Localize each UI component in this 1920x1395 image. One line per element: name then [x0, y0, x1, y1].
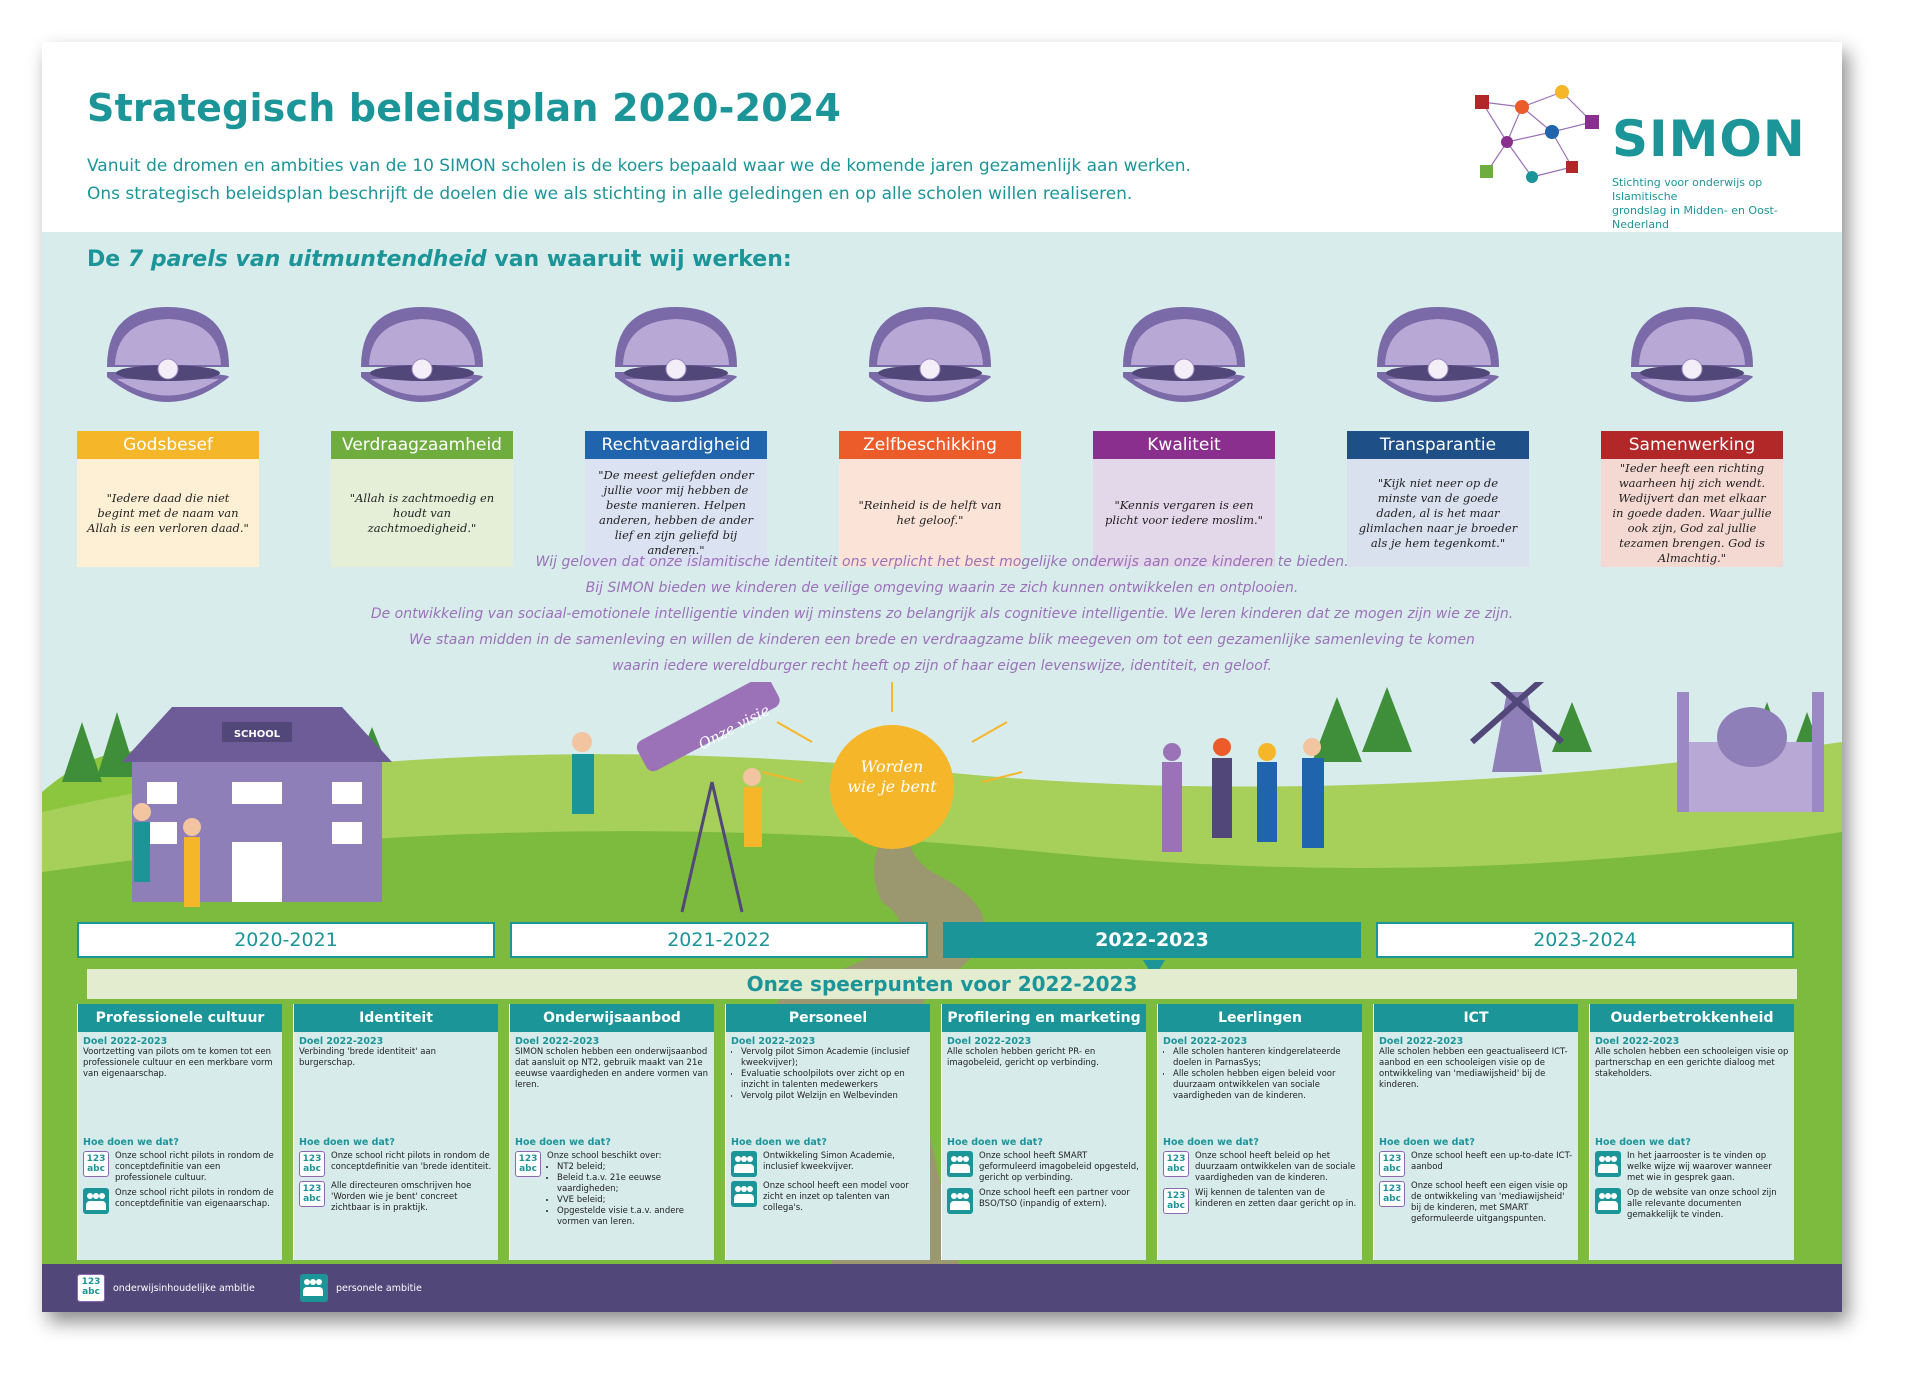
intro-line-1: Vanuit de dromen en ambities van de 10 SIMON scholen is de koers bepaald waar we de komende jaren gezamenlijk aan werken. [87, 156, 1191, 176]
goal-text [1163, 1047, 1357, 1133]
edu-icon-top: 123 [1382, 1184, 1402, 1194]
edu-icon-top: 123 [302, 1184, 322, 1194]
shell-icon [1347, 297, 1529, 427]
action-text [1411, 1151, 1573, 1173]
edu-ambition-icon [515, 1151, 541, 1177]
action-item [947, 1151, 1141, 1184]
how-heading: Hoe doen we dat? [1379, 1137, 1475, 1148]
action-text-main: Onze school heeft een partner voor BSO/TSO (inpandig of extern). [979, 1188, 1130, 1209]
edu-icon-bottom: abc [1167, 1201, 1185, 1211]
goal-heading: Doel 2022-2023 [299, 1036, 384, 1047]
edu-icon-bottom: abc [1383, 1164, 1401, 1174]
edu-icon-bottom: abc [303, 1164, 321, 1174]
simon-logo [1462, 82, 1806, 231]
pearl-2 [331, 297, 513, 567]
column-body [294, 1032, 498, 1222]
action-text-main: Onze school richt pilots in rondom de conceptdefinitie van 'brede identiteit. [331, 1151, 492, 1172]
action-text [763, 1151, 925, 1173]
how-heading: Hoe doen we dat? [515, 1137, 611, 1148]
poster [42, 42, 1842, 1312]
shell-icon [77, 297, 259, 427]
action-text-main: Alle directeuren omschrijven hoe 'Worden wie je bent' concreet zichtbaar is in praktijk. [331, 1181, 472, 1213]
column-title: Ouderbetrokkenheid [1590, 1004, 1794, 1032]
goal-text: Alle scholen hebben gericht PR- en imagobeleid, gericht op verbinding. [947, 1047, 1099, 1068]
pearl-7 [1601, 297, 1783, 567]
pearl-5 [1093, 297, 1275, 567]
goal-text: SIMON scholen hebben een onderwijsaanbod dat aansluit op NT2, gebruik maakt van 21e eeuwse vaardigheden en andere vormen van leren. [515, 1047, 709, 1090]
action-text [979, 1188, 1141, 1210]
legend-staff-label: personele ambitie [336, 1282, 422, 1294]
pearl-quote: "Ieder heeft een richting waarheen hij zich wendt. Wedijvert dan met elkaar in goede daden. Waar jullie ook zijn, God zal jullie tezamen brengen. God is Almachtig." [1601, 459, 1783, 567]
edu-icon-top: 123 [86, 1154, 106, 1164]
action-text-main: Onze school heeft een up-to-date ICT-aanbod [1411, 1151, 1573, 1172]
goal-heading: Doel 2022-2023 [515, 1036, 600, 1047]
column-body [1158, 1032, 1362, 1222]
staff-ambition-icon [1595, 1188, 1621, 1214]
action-item [731, 1151, 925, 1177]
legend-staff [300, 1274, 422, 1302]
action-item [947, 1188, 1141, 1214]
action-text-main: Onze school beschikt over: [547, 1151, 662, 1161]
shell-icon [1601, 297, 1783, 427]
column-body [726, 1032, 930, 1222]
pearl-1 [77, 297, 259, 567]
how-heading: Hoe doen we dat? [1163, 1137, 1259, 1148]
column-body [1374, 1032, 1578, 1233]
pearls-heading-emphasis: 7 parels van uitmuntendheid [127, 247, 487, 272]
column-body [510, 1032, 714, 1236]
edu-icon-top: 123 [1166, 1154, 1186, 1164]
action-text-main: Onze school heeft een eigen visie op de ontwikkeling van 'mediawijsheid' bij de kinderen, met SMART geformuleerde uitgangspunten. [1411, 1181, 1568, 1224]
logo-subtitle-line-2: grondslag in Midden- en Oost-Nederland [1612, 204, 1778, 231]
mission-statement [292, 549, 1592, 679]
staff-ambition-icon [731, 1151, 757, 1177]
pearl-4 [839, 297, 1021, 567]
action-item [83, 1151, 277, 1184]
mission-line: De ontwikkeling van sociaal-emotionele intelligentie vinden wij minstens zo belangrijk als cognitieve intelligentie. We leren kinderen dat ze mogen zijn wie ze zijn. [370, 606, 1514, 622]
pearl-quote: "Kijk niet neer op de minste van de goede daden, al is het maar glimlachen naar je broeder als je hem tegenkomt." [1347, 459, 1529, 567]
school-sign: SCHOOL [233, 729, 281, 740]
year-2022-2023[interactable]: 2022-2023 [943, 922, 1361, 958]
action-text [331, 1181, 493, 1214]
action-item [1379, 1151, 1573, 1177]
column-title: Onderwijsaanbod [510, 1004, 714, 1032]
staff-ambition-icon [1595, 1151, 1621, 1177]
how-heading: Hoe doen we dat? [1595, 1137, 1691, 1148]
action-text [1195, 1151, 1357, 1184]
how-heading: Hoe doen we dat? [83, 1137, 179, 1148]
pearls-heading-prefix: De [87, 247, 121, 272]
school-building [122, 707, 392, 902]
legend-edu-label: onderwijsinhoudelijke ambitie [113, 1282, 255, 1294]
pearl-quote: "De meest geliefden onder jullie voor mij hebben de beste manieren. Helpen anderen, hebben de ander lief en zijn geliefd bij anderen." [585, 459, 767, 567]
action-item [299, 1181, 493, 1214]
goal-text: Alle scholen hebben een geactualiseerd ICT-aanbod en een schooleigen visie op de ontwikkeling van 'mediawijsheid' bij de kinderen. [1379, 1047, 1568, 1090]
action-item [83, 1188, 277, 1214]
focus-column [293, 1004, 498, 1260]
sun-text-line-1: Worden [860, 757, 924, 776]
action-item [1595, 1151, 1789, 1184]
column-title: ICT [1374, 1004, 1578, 1032]
edu-icon-bottom: abc [303, 1194, 321, 1204]
action-bullet: • NT2 beleid; [557, 1162, 709, 1173]
column-title: Professionele cultuur [78, 1004, 282, 1032]
edu-ambition-icon [1379, 1181, 1405, 1207]
action-bullet: • VVE beleid; [557, 1195, 709, 1206]
goal-text: Alle scholen hebben een schooleigen visie op partnerschap en een gerichte dialoog met stakeholders. [1595, 1047, 1789, 1079]
intro-text [87, 152, 1347, 208]
action-text-main: Onze school heeft een model voor zicht en inzet op talenten van collega's. [763, 1181, 909, 1213]
action-text [547, 1151, 709, 1228]
action-item [1163, 1188, 1357, 1214]
pearls-heading [87, 247, 792, 272]
focus-column [1157, 1004, 1362, 1260]
action-bullet: • Beleid t.a.v. 21e eeuwse vaardigheden; [557, 1173, 709, 1195]
pearl-label: Kwaliteit [1093, 431, 1275, 459]
staff-ambition-icon [83, 1188, 109, 1214]
goal-heading: Doel 2022-2023 [1379, 1036, 1464, 1047]
logo-subtitle [1612, 176, 1812, 232]
staff-ambition-icon [947, 1188, 973, 1214]
shell-icon [839, 297, 1021, 427]
action-item [1163, 1151, 1357, 1184]
pearl-label: Samenwerking [1601, 431, 1783, 459]
goal-bullet: • Vervolg pilot Simon Academie (inclusief kweekvijver); [741, 1047, 925, 1069]
pearls-heading-suffix: van waaruit wij werken: [494, 247, 792, 272]
intro-line-2: Ons strategisch beleidsplan beschrijft de doelen die we als stichting in alle geledingen en op alle scholen willen realiseren. [87, 184, 1133, 204]
edu-icon-top: 123 [518, 1154, 538, 1164]
mission-line: We staan midden in de samenleving en willen de kinderen een brede en verdraagzame blik meegeven om tot een gezamenlijke samenleving te komen [409, 632, 1475, 648]
edu-ambition-icon [83, 1151, 109, 1177]
year-2023-2024[interactable]: 2023-2024 [1376, 922, 1794, 958]
mission-line: Wij geloven dat onze islamitische identiteit ons verplicht het best mogelijke onderwijs aan onze kinderen te bieden. [535, 554, 1349, 570]
logo-name: SIMON [1612, 110, 1806, 168]
column-title: Identiteit [294, 1004, 498, 1032]
shell-icon [1093, 297, 1275, 427]
how-heading: Hoe doen we dat? [947, 1137, 1043, 1148]
goal-text [731, 1047, 925, 1133]
pearl-label: Transparantie [1347, 431, 1529, 459]
pearl-label: Godsbesef [77, 431, 259, 459]
action-item [1595, 1188, 1789, 1221]
action-item [515, 1151, 709, 1228]
action-text [979, 1151, 1141, 1184]
staff-ambition-icon [947, 1151, 973, 1177]
action-text-main: Onze school heeft beleid op het duurzaam ontwikkelen van de sociale vaardigheden van de kinderen. [1195, 1151, 1356, 1183]
header [42, 42, 1842, 232]
action-item [1379, 1181, 1573, 1225]
action-text-main: Wij kennen de talenten van de kinderen en zetten daar gericht op in. [1195, 1188, 1357, 1209]
action-text [331, 1151, 493, 1173]
action-text [1627, 1188, 1789, 1221]
action-item [299, 1151, 493, 1177]
pearl-label: Rechtvaardigheid [585, 431, 767, 459]
action-text [1411, 1181, 1573, 1225]
focus-column [1589, 1004, 1794, 1260]
edu-icon-top: 123 [302, 1154, 322, 1164]
how-heading: Hoe doen we dat? [299, 1137, 395, 1148]
edu-icon-top: 123 [1166, 1191, 1186, 1201]
action-text-main: Onze school heeft SMART geformuleerd imagobeleid opgesteld, gericht op verbinding. [979, 1151, 1139, 1183]
action-item [731, 1181, 925, 1214]
edu-icon-bottom: abc [87, 1164, 105, 1174]
action-text [115, 1151, 277, 1184]
action-text-main: In het jaarrooster is te vinden op welke wijze wij waarover wanneer met wie in gesprek gaan. [1627, 1151, 1772, 1183]
focus-column [941, 1004, 1146, 1260]
goal-text: Verbinding 'brede identiteit' aan burgerschap. [299, 1047, 437, 1068]
goal-bullet: • Alle scholen hebben eigen beleid voor duurzaam ontwikkelen van sociale vaardigheden van de kinderen. [1173, 1069, 1357, 1102]
goal-bullet: • Alle scholen hanteren kindgerelateerde doelen in ParnasSys; [1173, 1047, 1357, 1069]
shell-icon [585, 297, 767, 427]
edu-icon-bottom: abc [82, 1287, 100, 1297]
pearl-3 [585, 297, 767, 567]
network-logo-icon [1462, 82, 1612, 192]
focus-column [509, 1004, 714, 1260]
pearl-quote: "Iedere daad die niet begint met de naam van Allah is een verloren daad." [77, 459, 259, 567]
focus-column [1373, 1004, 1578, 1260]
sun-text-line-2: wie je bent [847, 777, 937, 796]
edu-icon-bottom: abc [519, 1164, 537, 1174]
column-title: Personeel [726, 1004, 930, 1032]
edu-icon-top: 123 [81, 1277, 101, 1287]
pearl-label: Zelfbeschikking [839, 431, 1021, 459]
column-body [78, 1032, 282, 1222]
goal-bullet: • Vervolg pilot Welzijn en Welbevinden [741, 1091, 925, 1102]
pearl-quote: "Kennis vergaren is een plicht voor iedere moslim." [1093, 459, 1275, 567]
year-timeline [77, 922, 1807, 958]
action-text-main: Onze school richt pilots in rondom de conceptdefinitie van eigenaarschap. [115, 1188, 274, 1209]
action-text-main: Op de website van onze school zijn alle relevante documenten gemakkelijk te vinden. [1627, 1188, 1777, 1220]
pearl-label: Verdraagzaamheid [331, 431, 513, 459]
staff-ambition-icon [300, 1274, 328, 1302]
edu-ambition-icon [1163, 1188, 1189, 1214]
legend [42, 1264, 1842, 1312]
mosque [1677, 692, 1824, 812]
edu-ambition-icon [299, 1181, 325, 1207]
edu-ambition-icon [299, 1151, 325, 1177]
focus-column [725, 1004, 930, 1260]
mission-line: Bij SIMON bieden we kinderen de veilige omgeving waarin ze zich kunnen ontwikkelen en ontplooien. [585, 580, 1299, 596]
action-text-main: Onze school richt pilots in rondom de conceptdefinitie van een professionele cultuur. [115, 1151, 274, 1183]
pearl-quote: "Allah is zachtmoedig en houdt van zachtmoedigheid." [331, 459, 513, 567]
action-text [763, 1181, 925, 1214]
edu-icon-bottom: abc [1167, 1164, 1185, 1174]
action-bullet: • Opgestelde visie t.a.v. andere vormen van leren. [557, 1206, 709, 1228]
how-heading: Hoe doen we dat? [731, 1137, 827, 1148]
goal-heading: Doel 2022-2023 [731, 1036, 816, 1047]
goal-text: Voortzetting van pilots om te komen tot een professionele cultuur en een merkbare vorm van eigenaarschap. [83, 1047, 273, 1079]
edu-ambition-icon [1163, 1151, 1189, 1177]
mission-line: waarin iedere wereldburger recht heeft op zijn of haar eigen levenswijze, identiteit, en geloof. [612, 658, 1272, 674]
goal-bullet: • Evaluatie schoolpilots over zicht op en inzicht in talenten medewerkers [741, 1069, 925, 1091]
action-text-main: Ontwikkeling Simon Academie, inclusief kweekvijver. [763, 1151, 895, 1172]
goal-heading: Doel 2022-2023 [947, 1036, 1032, 1047]
legend-edu [77, 1274, 255, 1302]
logo-subtitle-line-1: Stichting voor onderwijs op Islamitische [1612, 176, 1763, 203]
goal-heading: Doel 2022-2023 [1595, 1036, 1680, 1047]
year-2020-2021[interactable]: 2020-2021 [77, 922, 495, 958]
page-title: Strategisch beleidsplan 2020-2024 [87, 86, 842, 130]
focus-title: Onze speerpunten voor 2022-2023 [87, 969, 1797, 999]
edu-ambition-icon [77, 1274, 105, 1302]
column-title: Profilering en marketing [942, 1004, 1146, 1032]
action-text [115, 1188, 277, 1210]
focus-column [77, 1004, 282, 1260]
staff-ambition-icon [731, 1181, 757, 1207]
shell-icon [331, 297, 513, 427]
column-body [1590, 1032, 1794, 1229]
column-body [942, 1032, 1146, 1222]
pearl-6 [1347, 297, 1529, 567]
year-2021-2022[interactable]: 2021-2022 [510, 922, 928, 958]
windmill [1472, 682, 1562, 772]
edu-icon-bottom: abc [1383, 1194, 1401, 1204]
edu-icon-top: 123 [1382, 1154, 1402, 1164]
edu-ambition-icon [1379, 1151, 1405, 1177]
pearl-quote: "Reinheid is de helft van het geloof." [839, 459, 1021, 567]
telescope-text: Onze visie [695, 700, 773, 754]
goal-heading: Doel 2022-2023 [1163, 1036, 1248, 1047]
goal-heading: Doel 2022-2023 [83, 1036, 168, 1047]
action-text [1627, 1151, 1789, 1184]
action-text [1195, 1188, 1357, 1210]
column-title: Leerlingen [1158, 1004, 1362, 1032]
